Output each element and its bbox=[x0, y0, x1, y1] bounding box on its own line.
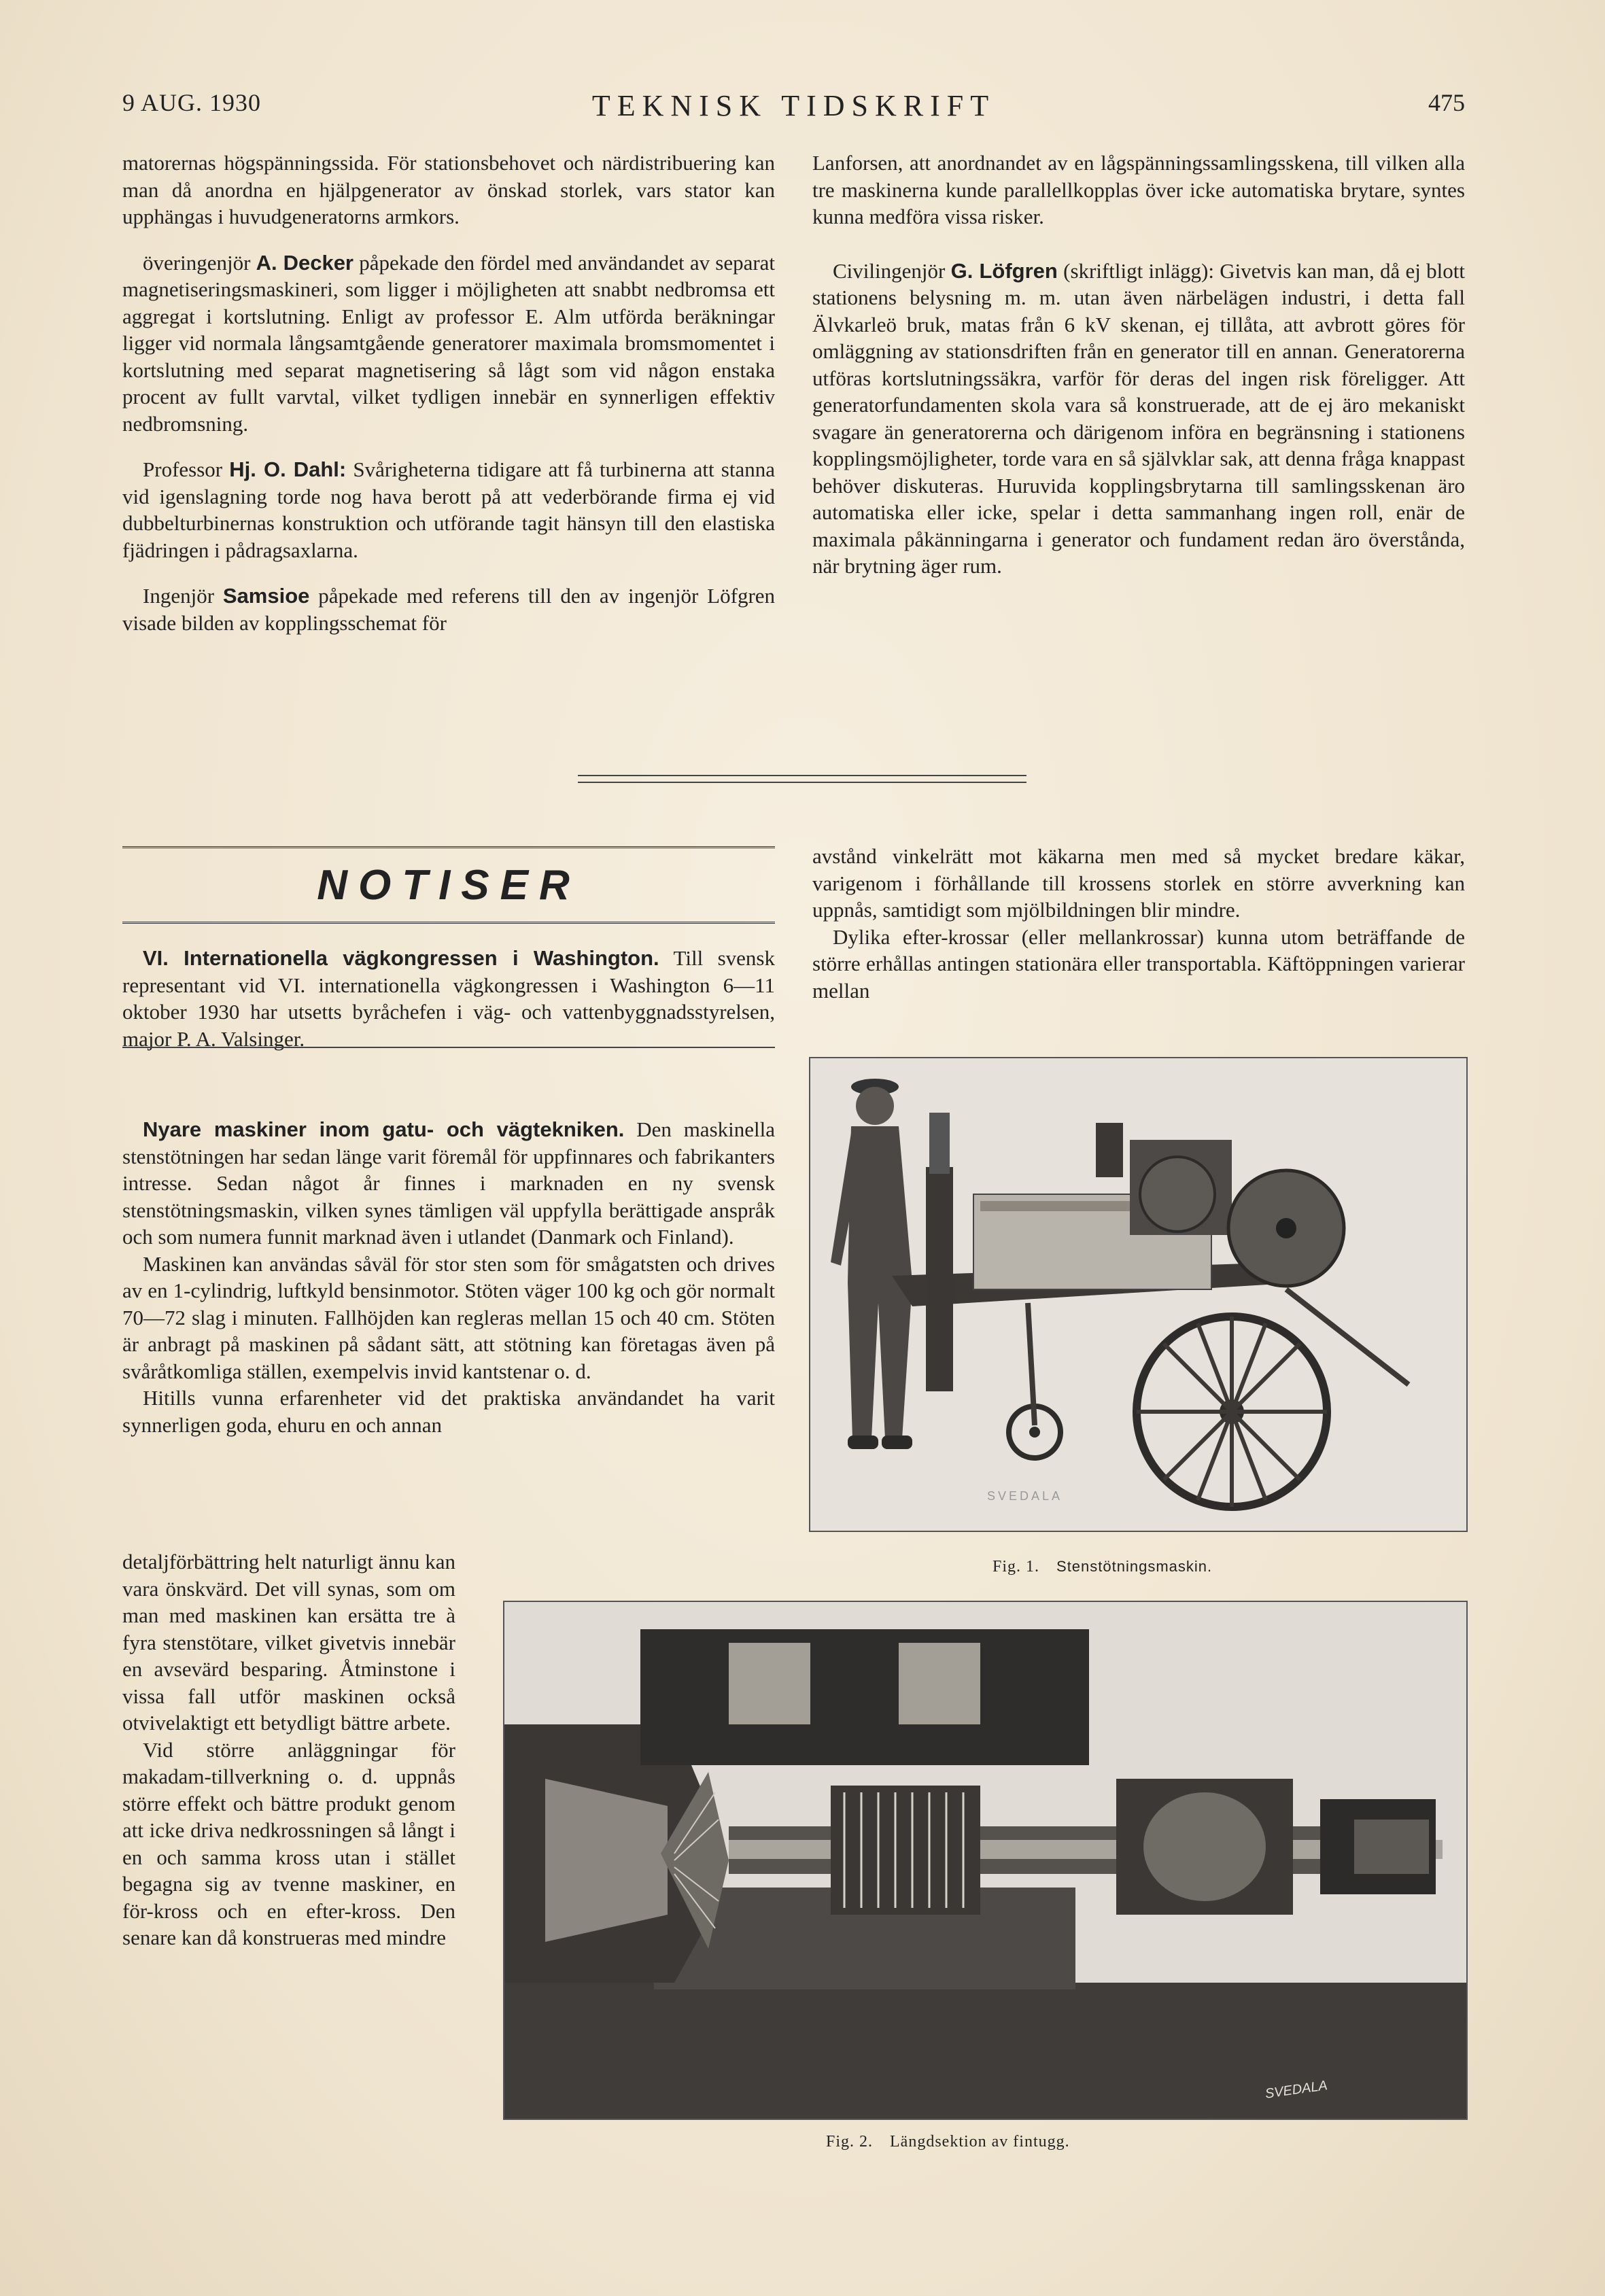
figure-langdsektion bbox=[503, 1601, 1468, 2120]
figure-number: Fig. 2. bbox=[826, 2133, 874, 2151]
paragraph: Hitills vunna erfarenheter vid det praktiska användandet ha varit synnerligen goda, ehuru en och annan bbox=[122, 1386, 775, 1437]
page-number: 475 bbox=[1428, 89, 1465, 116]
paragraph: Ingenjör Samsioe påpekade med referens till den av ingenjör Löfgren visade bilden av kopplingsschemat för bbox=[122, 584, 776, 635]
paragraph: Lanforsen, att anordnandet av en lågspänningssamlingsskena, till vilken alla tre maskinerna kunde parallellkopplas över icke automatiska brytare, syntes kunna medföra vissa risker. bbox=[812, 151, 1465, 228]
journal-title: TEKNISK TIDSKRIFT bbox=[591, 89, 996, 122]
speaker-name: G. Löfgren bbox=[950, 258, 1058, 283]
notiser-heading-block bbox=[122, 846, 775, 928]
heading-rule bbox=[122, 922, 775, 928]
figure-stenstotningsmaskin bbox=[809, 1057, 1468, 1532]
item-heading: Nyare maskiner inom gatu- och vägtekniken. bbox=[143, 1117, 625, 1141]
paragraph: Dylika efter-krossar (eller mellankrossar) kunna utom beträffande de större erhållas antingen stationära eller transportabla. Käftöppningen varierar mellan bbox=[812, 924, 1465, 1003]
paragraph: överingenjör A. Decker påpekade den fördel med användandet av separat magnetiseringsmaskineri, som ligger i möjligheten att snabbt nedbromsa ett aggregat i kortslutning. Enligt av professor E. Alm utförda beräkningar ligger vid normala långsamtgående generatorer maximala bromsmomentet i kortslutning med separat magnetisering så lågt som vid någon enstaka procent av fullt varvtal, vilket tydligen innebär en synnerligen effektiv nedbromsning. bbox=[122, 250, 776, 436]
speaker-name: A. Decker bbox=[256, 250, 354, 275]
item-divider bbox=[122, 1047, 775, 1048]
paragraph: VI. Internationella vägkongressen i Washington. Till svensk representant vid VI. internationella vägkongressen i Washington 6—11 oktober 1930 har utsetts byråchefen i väg- och vattenbyggnadsstyrelsen, major P. A. Valsinger. bbox=[122, 946, 775, 1051]
machine-photo-illustration bbox=[810, 1058, 1466, 1531]
brand-mark: SVEDALA bbox=[1264, 2078, 1329, 2102]
issue-date: 9 AUG. 1930 bbox=[122, 89, 262, 116]
section-drawing-illustration bbox=[504, 1602, 1466, 2119]
heading-rule bbox=[122, 846, 775, 852]
paragraph: Civilingenjör G. Löfgren (skriftligt inlägg): Givetvis kan man, då ej blott stationens belysning m. m. utan även närbelägen industri, i detta fall Älvkarleö bruk, matas från 6 kV skenan, ej tillåta, att avbrott göres för omläggning av stationsdriften från en generator till en annan. Generatorerna utföras kortslutningssäkra, varför för deras del ingen risk föreligger. Att generatorfundamenten skola vara så konstruerade, att de ej äro mekaniskt svagare än generatorerna och därigenom införa en begränsning i stationens kopplingsmöjligheter, torde vara en så självklar sak, att denna fråga knappast behöver diskuteras. Huruvida kopplingsbrytarna till samlingsskenan äro automatiska eller icke, spelar i detta sammanhang ingen roll, enär de maximala påkänningarna i generator och fundament redan äro överstånda, när brytning äger rum. bbox=[812, 258, 1466, 578]
paragraph: detaljförbättring helt naturligt ännu kan vara önskvärd. Det vill synas, som om man med maskinen kan ersätta tre à fyra stenstötare, vilket givetvis innebär en avsevärd besparing. Åtminstone i vissa fall utför maskinen också otvivelaktigt ett betydligt bättre arbete. bbox=[122, 1550, 455, 1735]
paragraph: matorernas högspänningssida. För stationsbehovet och närdistribuering kan man då anordna en hjälpgenerator av önskad storlek, vars stator kan upphängas i huvudgeneratorns armkors. bbox=[122, 151, 775, 228]
speaker-name: Hj. O. Dahl: bbox=[229, 457, 347, 481]
notiser-item-2-narrow bbox=[122, 1548, 455, 1951]
section-divider bbox=[578, 782, 1026, 783]
left-column-top bbox=[122, 150, 775, 655]
notiser-item-2 bbox=[122, 1116, 775, 1438]
notiser-item-1 bbox=[122, 945, 775, 1071]
paragraph: Maskinen kan användas såväl för stor sten som för smågatsten och drives av en 1-cylindrig, luftkyld bensinmotor. Stöten väger 100 kg och gör normalt 70—72 slag i minuten. Fallhöjden kan regleras mellan 15 och 40 cm. Stöten är anbragt på maskinen på sådant sätt, att stötning kan företagas även på svåråtkomliga ställen, exempelvis invid kantstenar o. d. bbox=[122, 1251, 775, 1383]
paragraph: Vid större anläggningar för makadam-tillverkning o. d. uppnås större effekt och bättre produkt genom att icke driva nedkrossningen så långt i en och samma kross utan i stället begagna sig av tvenne maskiner, en för-kross och en efter-kross. Den senare kan då konstrueras med mindre bbox=[122, 1737, 455, 1949]
page-header bbox=[122, 88, 1465, 129]
right-column-top bbox=[812, 150, 1465, 599]
section-title: NOTISER bbox=[317, 862, 581, 909]
speaker-name: Samsioe bbox=[222, 584, 310, 608]
item-heading: VI. Internationella vägkongressen i Washington. bbox=[143, 946, 659, 970]
notiser-right-column bbox=[812, 843, 1465, 1004]
figure-title: Längdsektion av fintugg. bbox=[890, 2133, 1070, 2151]
paragraph: avstånd vinkelrätt mot käkarna men med så mycket bredare käkar, varigenom i förhållande till krossens storlek en större avverkning kan uppnås, samtidigt som mjölbildningen blir mindre. bbox=[812, 844, 1465, 922]
section-divider bbox=[578, 775, 1026, 776]
brand-mark: SVEDALA bbox=[987, 1489, 1063, 1503]
paragraph: Nyare maskiner inom gatu- och vägtekniken. Den maskinella stenstötningen har sedan länge varit föremål för uppfinnares och fabrikanters intresse. Sedan något år finnes i marknaden en ny svensk stenstötningsmaskin, vilken synes tämligen väl uppfylla berättigade anspråk och som numera funnit marknad även i utlandet (Danmark och Finland). bbox=[122, 1117, 775, 1249]
paragraph: Professor Hj. O. Dahl: Svårigheterna tidigare att få turbinerna att stanna vid igenslagning torde nog hava berott på att vederbörande firma ej vid dubbelturbinernas konstruktion och utförande tagit hänsyn till den elastiska fjädringen i pådragsaxlarna. bbox=[122, 457, 775, 562]
figure-title: Stenstötningsmaskin. bbox=[1056, 1558, 1213, 1575]
figure-number: Fig. 1. bbox=[993, 1558, 1040, 1576]
figure-1-caption bbox=[993, 1558, 1212, 1576]
figure-2-caption bbox=[826, 2133, 1070, 2151]
